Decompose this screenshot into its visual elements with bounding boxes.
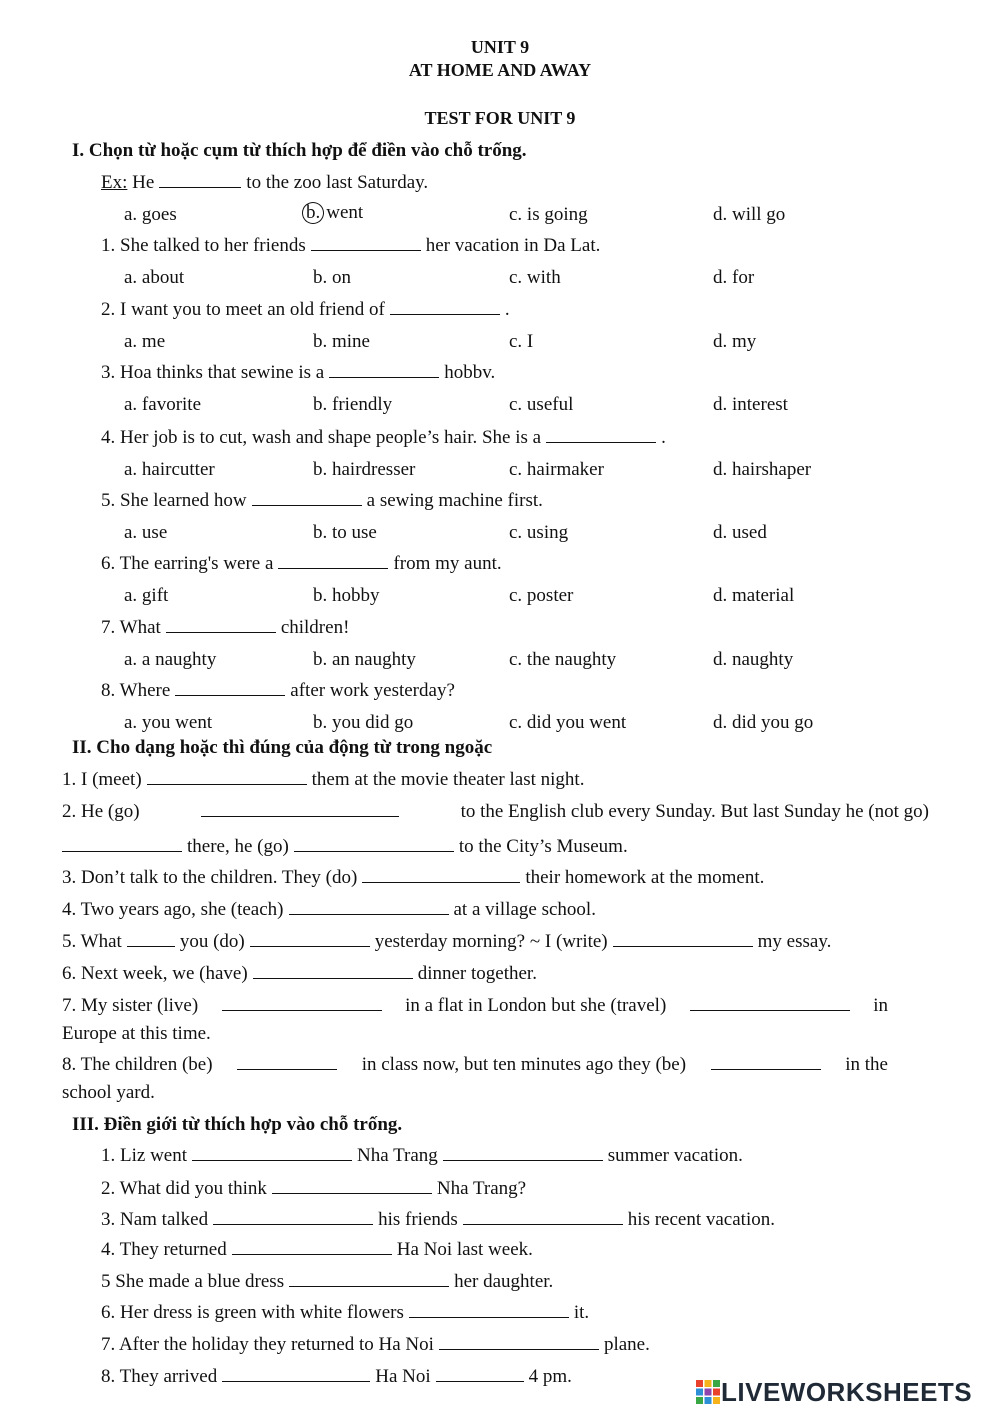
part1-options-4 [0,459,1000,483]
answer-blank[interactable] [613,931,753,947]
part1-options-1 [0,267,1000,291]
option-a[interactable]: a. use [124,522,168,543]
question-text: 8. The children (be) [62,1054,213,1075]
answer-blank[interactable] [272,1178,432,1194]
part2-question-7 [62,995,888,1017]
answer-blank[interactable] [237,1054,337,1070]
option-c[interactable]: c. poster [509,585,574,606]
part2-question-1 [62,769,584,791]
answer-blank[interactable] [222,1366,370,1382]
answer-blank[interactable] [443,1145,603,1161]
question-text: 3. Hoa thinks that sewine is a [101,362,325,383]
question-text: my essay. [757,931,832,952]
answer-blank[interactable] [201,801,399,817]
answer-blank[interactable] [294,836,454,852]
answer-blank[interactable] [175,680,285,696]
question-text: 1. I (meet) [62,769,142,790]
part1-heading: I. Chọn từ hoặc cụm từ thích hợp để điền vào chỗ trống. [72,140,527,161]
answer-blank[interactable] [250,931,370,947]
answer-blank[interactable] [253,963,413,979]
question-text: yesterday morning? ~ I (write) [374,931,608,952]
answer-blank[interactable] [711,1054,821,1070]
question-text: 7. What [101,617,161,638]
question-text: 6. Next week, we (have) [62,963,248,984]
answer-blank[interactable] [222,995,382,1011]
part2-question-6 [62,963,537,985]
answer-blank[interactable] [362,867,520,883]
question-text: his recent vacation. [627,1209,775,1230]
option-a[interactable]: a. about [124,267,185,288]
question-text: 5 She made a blue dress [101,1271,285,1292]
part3-question-4 [101,1239,533,1261]
part1-question-3 [101,362,495,384]
option-c[interactable]: c. hairmaker [509,459,604,480]
answer-blank[interactable] [546,427,656,443]
option-a[interactable]: a. haircutter [124,459,215,480]
question-text: plane. [603,1334,650,1355]
question-text: her vacation in Da Lat. [425,235,601,256]
answer-blank[interactable] [329,362,439,378]
answer-blank[interactable] [690,995,850,1011]
option-a[interactable]: a. goes [124,204,177,225]
unit-title: AT HOME AND AWAY [408,60,592,80]
part2-question-8 [62,1054,888,1076]
option-d[interactable]: d. naughty [713,649,794,670]
option-b[interactable]: b. on [313,267,351,288]
answer-blank[interactable] [213,1209,373,1225]
question-text: children! [280,617,350,638]
option-c[interactable]: c. using [509,522,569,543]
question-text: 2. I want you to meet an old friend of [101,299,385,320]
logo-text: LIVEWORKSHEETS [721,1376,973,1407]
answer-blank[interactable] [289,899,449,915]
part3-heading: III. Điền giới từ thích hợp vào chỗ trống. [72,1114,403,1135]
option-d[interactable]: d. will go [713,204,786,225]
option-b[interactable] [302,202,363,224]
option-b[interactable]: b. hairdresser [313,459,416,480]
question-text: 6. The earring's were a [101,553,274,574]
question-text: you (do) [179,931,245,952]
option-b[interactable]: b. to use [313,522,377,543]
option-d[interactable]: d. material [713,585,795,606]
question-text: 4. Two years ago, she (teach) [62,899,284,920]
question-text: in the [845,1054,888,1075]
question-text: his friends [378,1209,458,1230]
part1-question-5 [101,490,543,512]
part2-question-5 [62,931,831,953]
option-a[interactable]: a. gift [124,585,169,606]
part3-question-6 [101,1302,589,1324]
question-text: them at the movie theater last night. [311,769,585,790]
answer-blank[interactable] [127,931,175,947]
part2-question-7-cont: Europe at this time. [62,1023,211,1044]
question-text: . [661,427,666,448]
option-d[interactable]: d. my [713,331,757,352]
part3-question-5 [101,1271,553,1293]
question-text: 8. They arrived [101,1366,218,1387]
part2-question-2 [62,801,929,823]
answer-blank[interactable] [289,1271,449,1287]
answer-blank[interactable] [439,1334,599,1350]
option-d[interactable]: d. used [713,522,767,543]
question-text: 6. Her dress is green with white flowers [101,1302,404,1323]
question-text: Ha Noi last week. [396,1239,533,1260]
part1-options-5 [0,522,1000,546]
question-text: a sewing machine first. [366,490,543,511]
question-text: it. [573,1302,590,1323]
option-d[interactable]: d. for [713,267,755,288]
part3-question-7 [101,1334,650,1356]
answer-blank[interactable] [390,299,500,315]
question-text: her daughter. [454,1271,554,1292]
selected-answer-circle: b. [302,202,324,224]
option-b-text: went [326,202,364,223]
unit-number: UNIT 9 [470,37,530,57]
question-text: 7. After the holiday they returned to Ha Noi [101,1334,434,1355]
option-c[interactable]: c. did you went [509,712,627,733]
option-b[interactable]: b. hobby [313,585,380,606]
part2-heading: II. Cho dạng hoặc thì đúng của động từ trong ngoặc [72,737,493,758]
option-c[interactable]: c. is going [509,204,588,225]
question-text: 4. They returned [101,1239,227,1260]
question-text: dinner together. [417,963,537,984]
part3-question-8 [101,1366,572,1388]
answer-blank[interactable] [159,172,241,188]
option-a[interactable]: a. favorite [124,394,202,415]
part1-question-8 [101,680,455,702]
option-d[interactable]: d. interest [713,394,788,415]
option-b[interactable]: b. an naughty [313,649,416,670]
question-text: 5. She learned how [101,490,247,511]
answer-blank[interactable] [62,836,182,852]
option-d[interactable]: d. did you go [713,712,814,733]
part1-question-2 [101,299,510,321]
question-text: in a flat in London but she (travel) [405,995,667,1016]
part1-question-4 [101,427,666,449]
option-c[interactable]: c. I [509,331,534,352]
option-a[interactable]: a. you went [124,712,213,733]
part1-options-6 [0,585,1000,609]
answer-blank[interactable] [166,617,276,633]
part2-question-2-cont [62,836,628,858]
example-text: He [132,172,155,193]
question-text: 2. He (go) [62,801,140,822]
question-text: Nha Trang [357,1145,438,1166]
option-a[interactable]: a. a naughty [124,649,217,670]
question-text: to the City’s Museum. [458,836,628,857]
question-text: hobbv. [444,362,496,383]
option-c[interactable]: c. useful [509,394,574,415]
answer-blank[interactable] [409,1302,569,1318]
part1-options-3 [0,394,1000,418]
question-text: 8. Where [101,680,171,701]
question-text: their homework at the moment. [525,867,765,888]
option-b[interactable]: b. you did go [313,712,414,733]
question-text: 7. My sister (live) [62,995,199,1016]
question-text: from my aunt. [393,553,502,574]
question-text: to the English club every Sunday. But last Sunday he (not go) [460,801,929,822]
part3-question-1 [101,1145,743,1167]
part1-options-2 [0,331,1000,355]
answer-blank[interactable] [147,769,307,785]
question-text: after work yesterday? [290,680,455,701]
question-text: 2. What did you think [101,1178,267,1199]
question-text: in [873,995,888,1016]
part2-question-3 [62,867,764,889]
option-b[interactable]: b. mine [313,331,370,352]
example-text: to the zoo last Saturday. [246,172,429,193]
answer-blank[interactable] [278,553,388,569]
part1-question-6 [101,553,502,575]
part1-options-7 [0,649,1000,673]
part1-options-8 [0,712,1000,736]
question-text: there, he (go) [187,836,289,857]
liveworksheets-logo[interactable] [695,1376,972,1408]
example-label: Ex: [101,172,128,193]
question-text: 1. Liz went [101,1145,188,1166]
question-text: 5. What [62,931,122,952]
question-text: 4. Her job is to cut, wash and shape people’s hair. She is a [101,427,542,448]
answer-blank[interactable] [232,1239,392,1255]
question-text: 4 pm. [528,1366,572,1387]
part1-question-1 [101,235,600,257]
question-text: 3. Don’t talk to the children. They (do) [62,867,358,888]
question-text: at a village school. [453,899,596,920]
question-text: 3. Nam talked [101,1209,209,1230]
question-text: Ha Noi [375,1366,431,1387]
answer-blank[interactable] [192,1145,352,1161]
question-text: summer vacation. [607,1145,743,1166]
option-c[interactable]: c. the naughty [509,649,617,670]
question-text: in class now, but ten minutes ago they (be) [361,1054,687,1075]
question-text: . [504,299,510,320]
part2-question-8-cont: school yard. [62,1082,155,1103]
answer-blank[interactable] [463,1209,623,1225]
answer-blank[interactable] [436,1366,524,1382]
part3-question-3 [101,1209,775,1231]
test-title: TEST FOR UNIT 9 [424,108,576,128]
part1-question-7 [101,617,349,639]
answer-blank[interactable] [311,235,421,251]
part2-question-4 [62,899,596,921]
example-question [101,172,428,194]
example-options [0,204,1000,228]
option-d[interactable]: d. hairshaper [713,459,812,480]
option-b[interactable]: b. friendly [313,394,393,415]
logo-grid-icon [695,1379,721,1405]
option-c[interactable]: c. with [509,267,561,288]
question-text: Nha Trang? [436,1178,527,1199]
answer-blank[interactable] [252,490,362,506]
question-text: 1. She talked to her friends [101,235,306,256]
part3-question-2 [101,1178,526,1200]
option-a[interactable]: a. me [124,331,166,352]
